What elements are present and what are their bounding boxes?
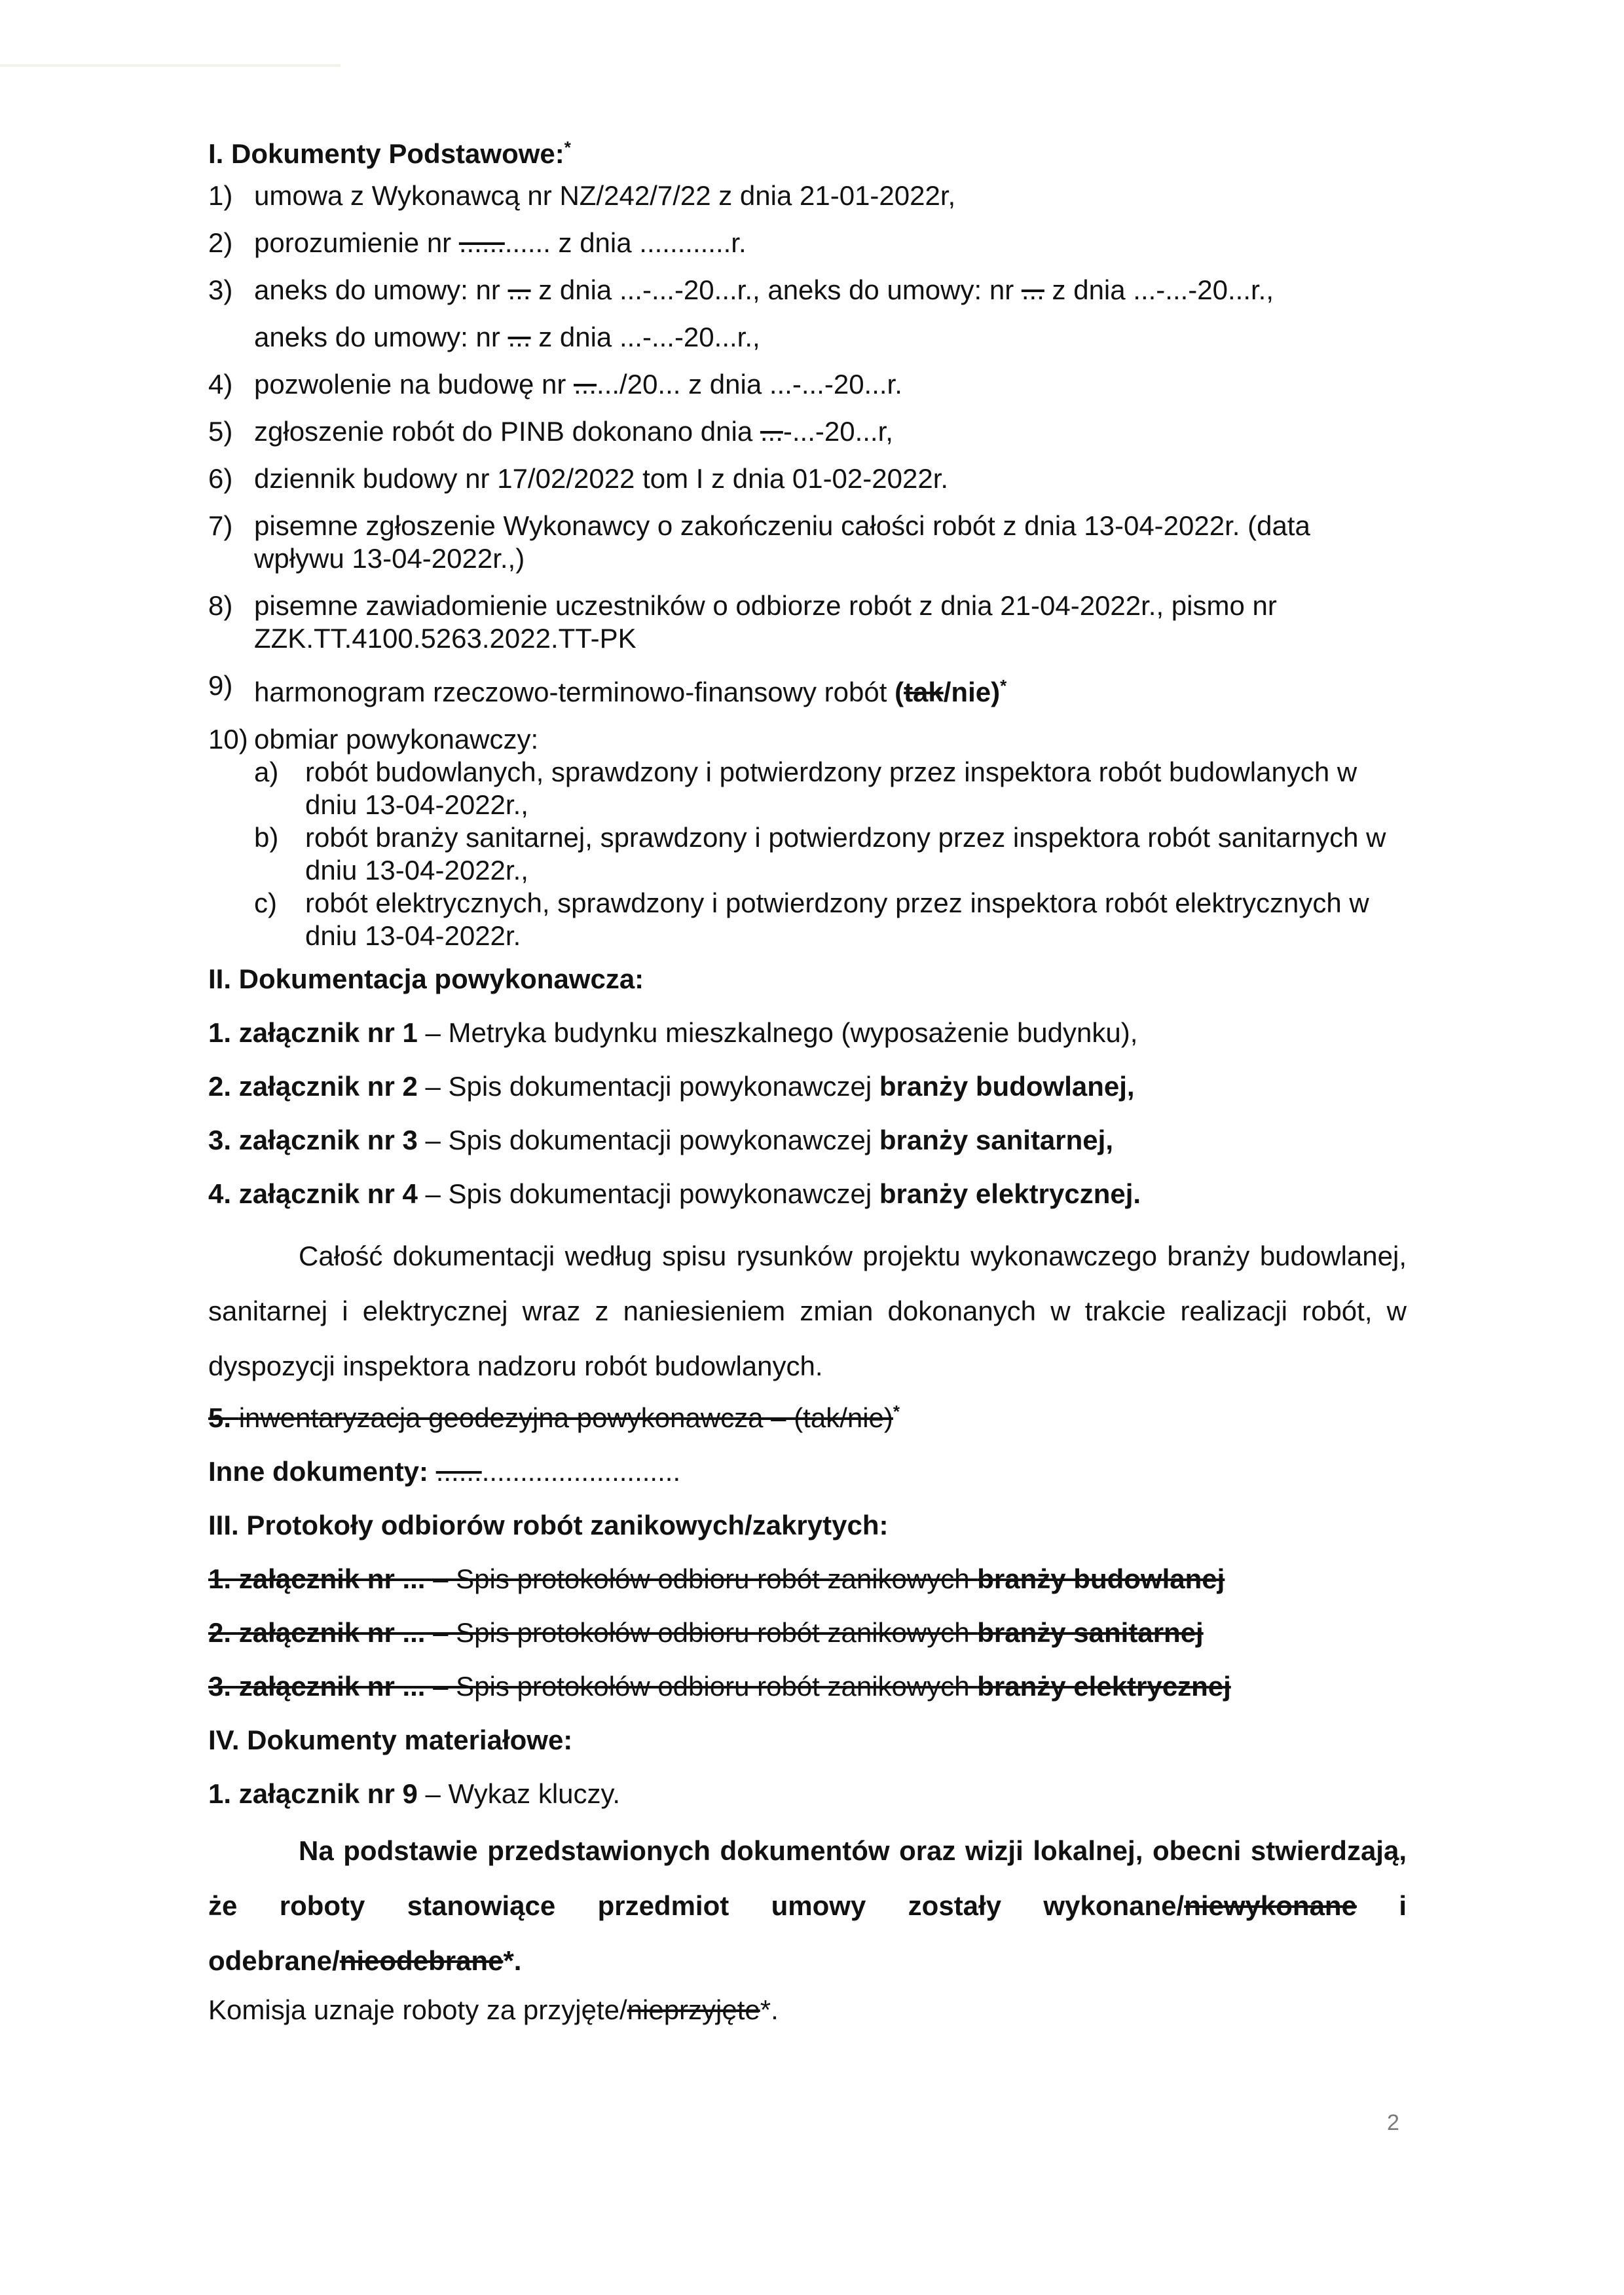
material-attachment-9: 1. załącznik nr 9 – Wykaz kluczy. (208, 1778, 621, 1809)
list-item-5: 5) zgłoszenie robót do PINB dokonano dnia ...-...-20...r, (208, 416, 893, 447)
sublist-item-b: b) robót branży sanitarnej, sprawdzony i potwierdzony przez inspektora robót sanitarnych w dniu 13-04-2022r., (254, 822, 1386, 886)
scan-artifact (0, 64, 341, 67)
protocol-3-struck: 3. załącznik nr ... – Spis protokołów odbioru robót zanikowych branży elektrycznej (208, 1671, 1231, 1702)
list-item-8: 8) pisemne zawiadomienie uczestników o odbiorze robót z dnia 21-04-2022r., pismo nr ZZK.TT.4100.5263.2022.TT-PK (208, 590, 1277, 654)
protocol-1-struck: 1. załącznik nr ... – Spis protokołów odbioru robót zanikowych branży budowlanej (208, 1563, 1225, 1594)
attachment-4: 4. załącznik nr 4 – Spis dokumentacji powykonawczej branży elektrycznej. (208, 1178, 1141, 1209)
sublist-item-c: c) robót elektrycznych, sprawdzony i potwierdzony przez inspektora robót elektrycznych w dniu 13-04-2022r. (254, 887, 1369, 951)
other-documents: Inne dokumenty: ................................ (208, 1456, 681, 1487)
section-4-title: IV. Dokumenty materiałowe: (208, 1725, 573, 1755)
list-item-10: 10) obmiar powykonawczy: (208, 724, 539, 755)
list-item-3-continuation: aneks do umowy: nr ... z dnia ...-...-20...r., (254, 322, 760, 352)
list-item-6: 6) dziennik budowy nr 17/02/2022 tom I z dnia 01-02-2022r. (208, 463, 949, 494)
protocol-2-struck: 2. załącznik nr ... – Spis protokołów odbioru robót zanikowych branży sanitarnej (208, 1617, 1204, 1648)
list-item-4: 4) pozwolenie na budowę nr ....../20... z dnia ...-...-20...r. (208, 369, 902, 400)
attachment-3: 3. załącznik nr 3 – Spis dokumentacji powykonawczej branży sanitarnej, (208, 1125, 1113, 1155)
section-1-title: I. Dokumenty Podstawowe:* (208, 138, 571, 169)
documentation-paragraph: Całość dokumentacji według spisu rysunków projektu wykonawczego branży budowlanej, sanitarnej i elektrycznej wraz z naniesieniem zmian dokonanych w trakcie realizacji robót, w dyspozycji inspektora nadzoru robót budowlanych. (208, 1241, 1407, 1381)
list-item-1: 1) umowa z Wykonawcą nr NZ/242/7/22 z dnia 21-01-2022r, (208, 180, 956, 211)
commission-statement: Komisja uznaje roboty za przyjęte/nieprzyjęte*. (208, 1994, 779, 2025)
list-item-7: 7) pisemne zgłoszenie Wykonawcy o zakończeniu całości robót z dnia 13-04-2022r. (data wpływu 13-04-2022r.,) (208, 510, 1310, 574)
document-body (208, 131, 1407, 2026)
sublist-item-a: a) robót budowlanych, sprawdzony i potwierdzony przez inspektora robót budowlanych w dniu 13-04-2022r., (254, 756, 1357, 820)
list-item-9: 9) harmonogram rzeczowo-terminowo-finansowy robót (tak/nie)* (208, 670, 1007, 707)
page-number: 2 (1387, 2110, 1399, 2135)
section-2-title: II. Dokumentacja powykonawcza: (208, 963, 644, 994)
section-3-title: III. Protokoły odbiorów robót zanikowych/zakrytych: (208, 1510, 889, 1540)
list-item-3: 3) aneks do umowy: nr ... z dnia ...-...-20...r., aneks do umowy: nr ... z dnia ...-...-20...r., (208, 274, 1274, 305)
attachment-5-struck: 5. inwentaryzacja geodezyjna powykonawcza – (tak/nie)* (208, 1402, 900, 1433)
list-item-2: 2) porozumienie nr ............ z dnia ............r. (208, 227, 747, 258)
attachment-1: 1. załącznik nr 1 – Metryka budynku mieszkalnego (wyposażenie budynku), (208, 1017, 1138, 1048)
conclusion-paragraph: Na podstawie przedstawionych dokumentów oraz wizji lokalnej, obecni stwierdzają, że roboty stanowiące przedmiot umowy zostały wykonane/niewykonane i odebrane/nieodebrane*. (208, 1835, 1407, 1976)
attachment-2: 2. załącznik nr 2 – Spis dokumentacji powykonawczej branży budowlanej, (208, 1071, 1135, 1102)
